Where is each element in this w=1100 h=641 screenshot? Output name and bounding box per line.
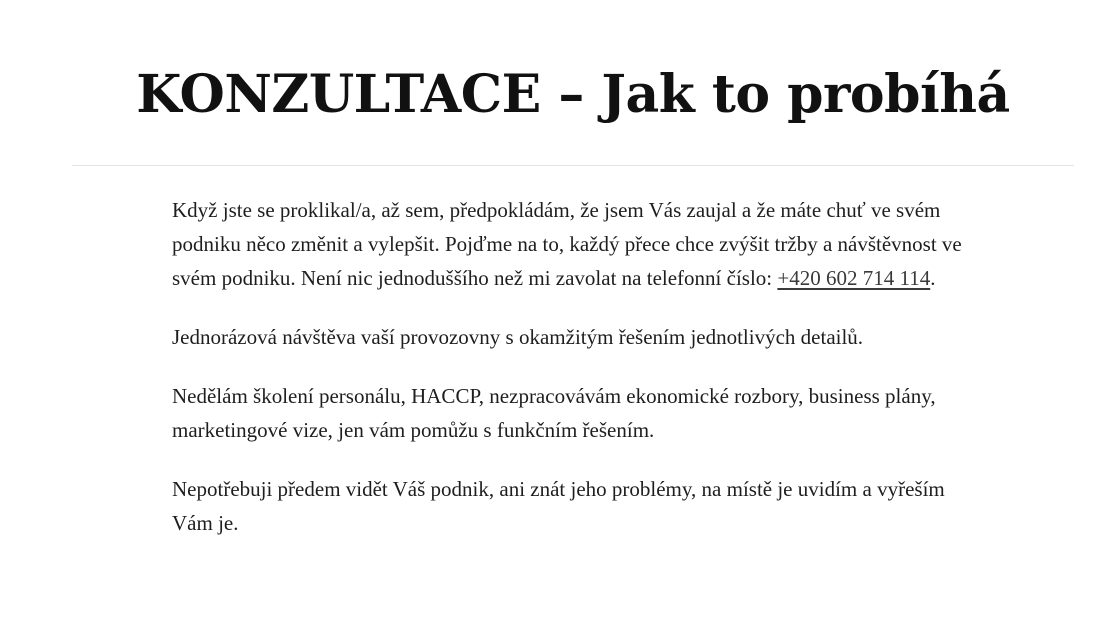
paragraph-scope: Nedělám školení personálu, HACCP, nezpracovávám ekonomické rozbory, business plány, marketingové vize, jen vám pomůžu s funkčním řešením.: [172, 384, 936, 442]
intro-text-end: .: [930, 266, 936, 290]
phone-number-link[interactable]: +420 602 714 114: [777, 266, 931, 290]
intro-paragraph: [172, 193, 982, 295]
article-body: [172, 193, 982, 565]
paragraph-approach: Nepotřebuji předem vidět Váš podnik, ani znát jeho problémy, na místě je uvidím a vyřeším Vám je.: [172, 477, 945, 535]
intro-text: Když jste se proklikal/a, až sem, předpokládám, že jsem Vás zaujal a že máte chuť ve svém podniku něco změnit a vylepšit. Pojďme na to, každý přece chce zvýšit tržby a návštěvnost ve svém podniku. Není nic jednoduššího než mi zavolat na telefonní číslo:: [172, 198, 962, 290]
page-title: KONZULTACE – Jak to probíhá: [136, 64, 1010, 125]
title-divider: [72, 165, 1074, 166]
paragraph-visit: Jednorázová návštěva vaší provozovny s okamžitým řešením jednotlivých detailů.: [172, 325, 864, 349]
